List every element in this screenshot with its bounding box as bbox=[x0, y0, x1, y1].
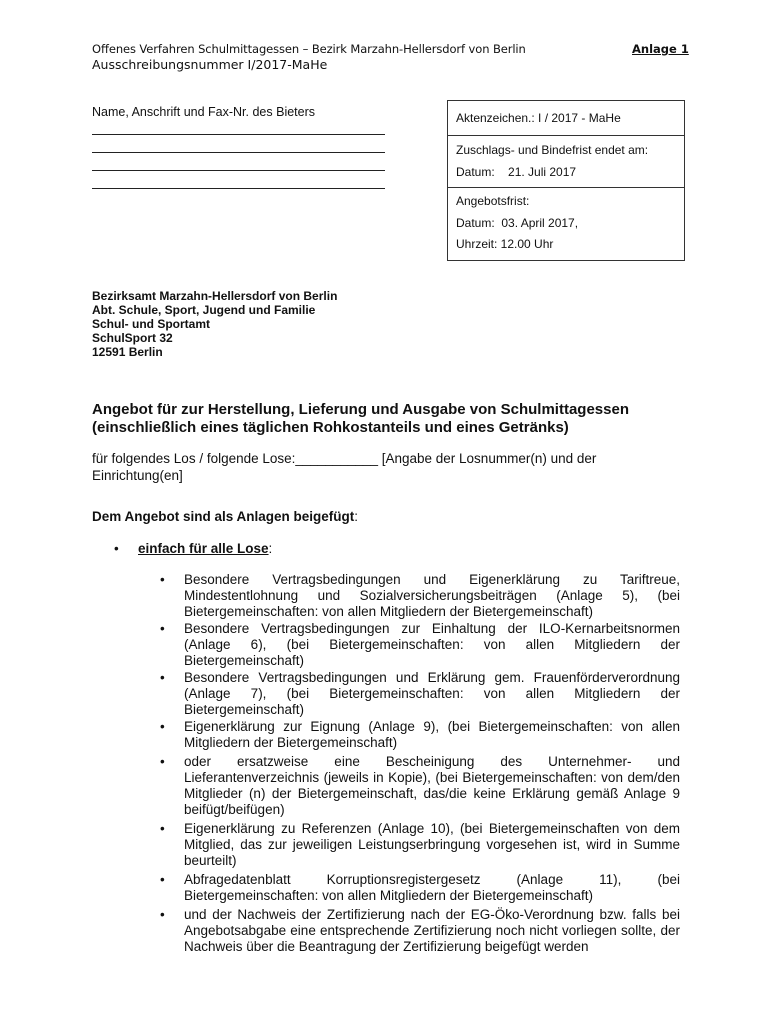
aktenzeichen-box bbox=[447, 100, 685, 136]
header-line-1: Offenes Verfahren Schulmittagessen – Bezirk Marzahn-Hellersdorf von Berlin bbox=[92, 42, 526, 56]
address-line: Abt. Schule, Sport, Jugend und Familie bbox=[92, 303, 316, 317]
bullet: • bbox=[114, 541, 119, 556]
list-item-text: Besondere Vertragsbedingungen und Erklärung gem. Frauenförderverordnung (Anlage 7), (bei Bietergemeinschaften: von allen Mitgliedern der Bietergemeinschaft) bbox=[184, 670, 680, 717]
anlagen-list bbox=[160, 572, 680, 956]
anlage-label: Anlage 1 bbox=[632, 42, 689, 56]
list-item bbox=[160, 719, 680, 751]
bullet: • bbox=[160, 821, 165, 836]
bullet: • bbox=[160, 907, 165, 922]
level1-colon: : bbox=[268, 541, 273, 556]
signature-line-3 bbox=[92, 170, 385, 171]
list-item bbox=[160, 572, 680, 620]
anlagen-heading-text: Dem Angebot sind als Anlagen beigefügt bbox=[92, 509, 355, 524]
angebotsfrist-box bbox=[447, 187, 685, 261]
bullet: • bbox=[160, 621, 165, 636]
signature-line-4 bbox=[92, 188, 385, 189]
list-item-text: Eigenerklärung zur Eignung (Anlage 9), (bei Bietergemeinschaften: von allen Mitgliedern der Bietergemeinschaft) bbox=[184, 719, 680, 750]
address-line: Schul- und Sportamt bbox=[92, 317, 210, 331]
list-item-text: Eigenerklärung zu Referenzen (Anlage 10), (bei Bietergemeinschaften von dem Mitglied, das zur jeweiligen Leistungserbringung vorgesehen ist, wird in Summe beurteilt) bbox=[184, 821, 680, 868]
list-item bbox=[160, 872, 680, 904]
list-item-text: oder ersatzweise eine Bescheinigung des Unternehmer- und Lieferantenverzeichnis (jeweils in Kopie), (bei Bietergemeinschaften: von dem/den Mitglieder (n) der Bietergemeinschaft, das/die keine Erklärung gemäß Anlage 9 beifügt/beifügen) bbox=[184, 754, 680, 817]
list-item bbox=[160, 754, 680, 818]
address-line: 12591 Berlin bbox=[92, 345, 163, 359]
aktenzeichen-text: Aktenzeichen.: I / 2017 - MaHe bbox=[456, 111, 621, 125]
list-item bbox=[160, 907, 680, 955]
list-item bbox=[160, 821, 680, 869]
zuschlag-label: Zuschlags- und Bindefrist endet am: bbox=[456, 143, 649, 157]
anlagen-heading-colon: : bbox=[354, 509, 359, 524]
list-item bbox=[160, 670, 680, 718]
anlagen-heading bbox=[92, 509, 358, 524]
list-item-text: und der Nachweis der Zertifizierung nach der EG-Öko-Verordnung bzw. falls bei Angebotsabgabe eine entsprechende Zertifizierung noch nicht vorliegen sollte, der Nachweis über die Beantragung der Zertifizierung beigefügt werden bbox=[184, 907, 680, 954]
angebotsfrist-uhrzeit: Uhrzeit: 12.00 Uhr bbox=[456, 237, 554, 251]
list-item-text: Abfragedatenblatt Korruptionsregistergesetz (Anlage 11), (bei Bietergemeinschaften: von allen Mitgliedern der Bietergemeinschaft) bbox=[184, 872, 680, 903]
level1-label-text: einfach für alle Lose bbox=[138, 541, 269, 556]
offer-title: Angebot für zur Herstellung, Lieferung und Ausgabe von Schulmittagessen (einschließlich eines täglichen Rohkostanteils und eines Getränks) bbox=[92, 401, 629, 436]
signature-line-1 bbox=[92, 134, 385, 135]
list-item-text: Besondere Vertragsbedingungen und Eigenerklärung zu Tariftreue, Mindestentlohnung und Sozialversicherungsbeiträgen (Anlage 5), (bei Bietergemeinschaften: von allen Mitgliedern der Bietergemeinschaft) bbox=[184, 572, 680, 619]
angebotsfrist-label: Angebotsfrist: bbox=[456, 194, 530, 208]
header-line-2: Ausschreibungsnummer I/2017-MaHe bbox=[92, 57, 328, 72]
address-line: SchulSport 32 bbox=[92, 331, 173, 345]
signature-line-2 bbox=[92, 152, 385, 153]
recipient-address bbox=[92, 289, 337, 359]
bidder-label: Name, Anschrift und Fax-Nr. des Bieters bbox=[92, 105, 316, 119]
bullet: • bbox=[160, 754, 165, 769]
address-line: Bezirksamt Marzahn-Hellersdorf von Berlin bbox=[92, 289, 338, 303]
bullet: • bbox=[160, 719, 165, 734]
bullet: • bbox=[160, 572, 165, 587]
level1-label bbox=[138, 541, 272, 556]
list-item bbox=[160, 621, 680, 669]
bullet: • bbox=[160, 670, 165, 685]
zuschlag-datum: Datum: 21. Juli 2017 bbox=[456, 165, 577, 179]
list-item-text: Besondere Vertragsbedingungen zur Einhaltung der ILO-Kernarbeitsnormen (Anlage 6), (bei Bietergemeinschaften: von allen Mitgliedern der Bietergemeinschaft) bbox=[184, 621, 680, 668]
zuschlag-box bbox=[447, 135, 685, 188]
los-paragraph: für folgendes Los / folgende Lose:___________ [Angabe der Losnummer(n) und der Einrichtung(en] bbox=[92, 451, 597, 483]
angebotsfrist-datum: Datum: 03. April 2017, bbox=[456, 216, 579, 230]
bullet: • bbox=[160, 872, 165, 887]
